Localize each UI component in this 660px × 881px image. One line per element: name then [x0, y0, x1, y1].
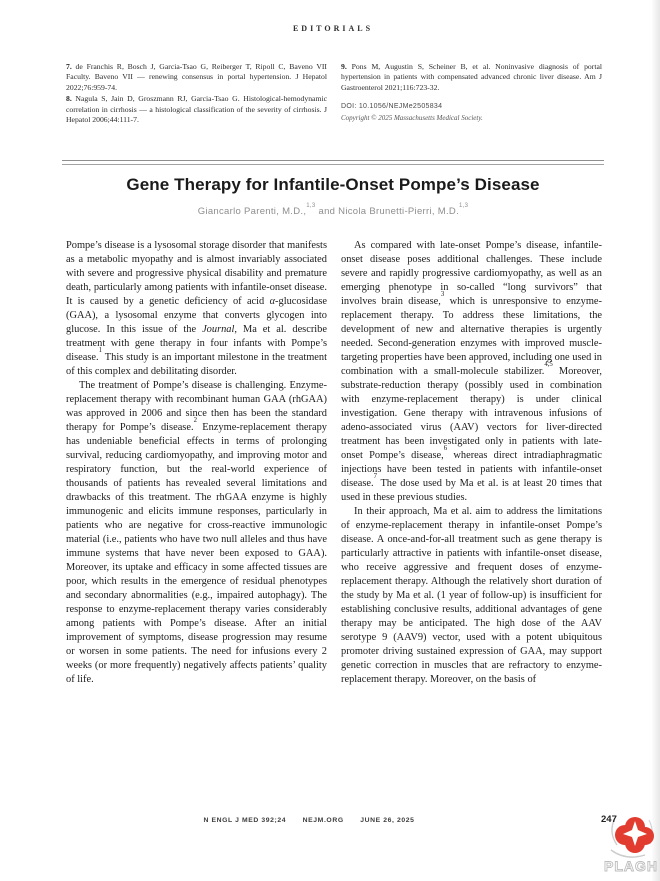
footer-issue-date: JUNE 26, 2025 [360, 817, 415, 824]
reference-number: 8. [66, 94, 72, 104]
page-number: 247 [601, 814, 617, 825]
body-column-right [341, 239, 602, 687]
article-title: Gene Therapy for Infantile-Onset Pompe’s Disease [126, 175, 540, 194]
flower-icon [615, 817, 654, 853]
reference-number: 9. [341, 62, 347, 71]
reference-number: 7. [66, 62, 72, 71]
reference-list-right [341, 62, 602, 126]
plagh-stamp-text: PLAGH [604, 858, 658, 874]
body-paragraph: In their approach, Ma et al. aim to address the limitations of enzyme-replacement therapy in infantile-onset Pompe’s disease. A once-and-for-all treatment such as gene therapy is particularly attractive in patients with infantile-onset disease, who receive aggressive and frequent doses of enzyme-replacement therapy. Although the relatively short duration of the study by Ma et al. (1 year of follow-up) is insufficient for establishing conclusive results, additional advantages of gene therapy may be anticipated. The high dose of the AAV serotype 9 (AAV9) vector, used with a potent ubiquitous promoter driving sustained expression of GAA, may support genetic correction in muscles that are refractory to enzyme-replacement therapy. Moreover, on the basis of [341, 506, 602, 685]
reference-item: 9. Pons M, Augustin S, Scheiner B, et al. Noninvasive diagnosis of portal hypertension in patients with compensated advanced chronic liver disease. Am J Gastroenterol 2021;116:723-32. [341, 62, 602, 92]
reference-list-right-items [341, 62, 602, 93]
body-paragraph: As compared with late-onset Pompe’s disease, infantile-onset disease poses additional challenges. These include severe and rapidly progressive cardiomyopathy, as well as an emerging phenotype in so-called “long survivors” that involves brain disease,$^3$ which is unresponsive to enzyme-replacement therapy. To address these limitations, the development of new and alternative therapies is urgently needed. Second-generation enzymes with improved muscle-targeting properties have been approved, including one used in combination with a small-molecule stabilizer.$^{4,5}$ Moreover, substrate-reduction therapy (possibly used in combination with enzyme-replacement therapy) is under clinical investigation. Gene therapy with intravenous infusions of adeno-associated virus (AAV) vectors for liver-directed treatment has been investigated only in patients with late-onset Pompe’s disease,$^6$ whereas direct intradiaphragmatic injections have been tested in patients with infantile-onset disease.$^7$ The dose used by Ma et al. is at least 20 times that used in these previous studies. [341, 240, 603, 503]
copyright-line: Copyright © 2025 Massachusetts Medical Society. [341, 114, 483, 123]
footer-journal-line [66, 817, 552, 824]
reference-list-left [66, 62, 327, 126]
reference-item: 7. de Franchis R, Bosch J, Garcia-Tsao G, Reiberger T, Ripoll C, Baveno VII Faculty. Baveno VII — renewing consensus in portal hypertension. J Hepatol 2022;76:959-74. [66, 62, 327, 92]
section-divider-rule [62, 160, 604, 165]
scan-edge-shadow [651, 0, 660, 881]
doi-line: DOI: 10.1056/NEJMe2505834 [341, 103, 443, 111]
references-section [66, 62, 602, 126]
footer-site-url: NEJM.ORG [302, 817, 344, 824]
running-head: EDITORIALS [292, 24, 374, 33]
article-body [66, 239, 602, 687]
authors-line: Giancarlo Parenti, M.D.,$^{1,3}$ and Nicola Brunetti-Pierri, M.D.$^{1,3}$ [197, 202, 469, 217]
reference-item: 8. Nagula S, Jain D, Groszmann RJ, Garcia-Tsao G. Histological-hemodynamic correlation in cirrhosis — a histological classification of the severity of cirrhosis. J Hepatol 2006;44:111-7. [66, 94, 327, 125]
body-column-left [66, 239, 327, 687]
body-paragraph: The treatment of Pompe’s disease is challenging. Enzyme-replacement therapy with recombinant human GAA (rhGAA) was approved in 2006 and since then has been the standard therapy for Pompe’s disease.$^2$ Enzyme-replacement therapy has undeniable beneficial effects in terms of prolonging survival, reducing cardiomyopathy, and improving motor and respiratory function, but the real-world experience of thousands of patients has revealed several limitations and drawbacks of this treatment. The rhGAA enzyme is highly immunogenic and elicits immune responses, particularly in patients who are negative for cross-reactive immunologic material (i.e., patients who have two null alleles and thus have immune systems that have never been exposed to GAA). Moreover, its uptake and efficacy in some affected tissues are poor, which results in the emergence of residual phenotypes and secondary abnormalities (e.g., impaired autophagy). The response to enzyme-replacement therapy varies considerably among patients with Pompe’s disease. After an initial improvement of symptoms, disease progression may resume or worsen in some patients. The need for infusions every 2 weeks (or more frequently) negatively affects patients’ quality of life. [66, 380, 327, 685]
footer-journal-citation: N ENGL J MED 392;24 [203, 817, 287, 824]
body-paragraph: Pompe’s disease is a lysosomal storage disorder that manifests as a metabolic myopathy and is almost invariably associated with severe and progressive physical disability and premature death, particularly among patients with infantile-onset disease. It is caused by a genetic deficiency of acid α-glucosidase (GAA), a lysosomal enzyme that converts glycogen into glucose. In this issue of the Journal, Ma et al. describe treatment with gene therapy in four infants with Pompe’s disease.$^1$ This study is an important milestone in the treatment of this complex and debilitating disorder. [66, 240, 327, 377]
